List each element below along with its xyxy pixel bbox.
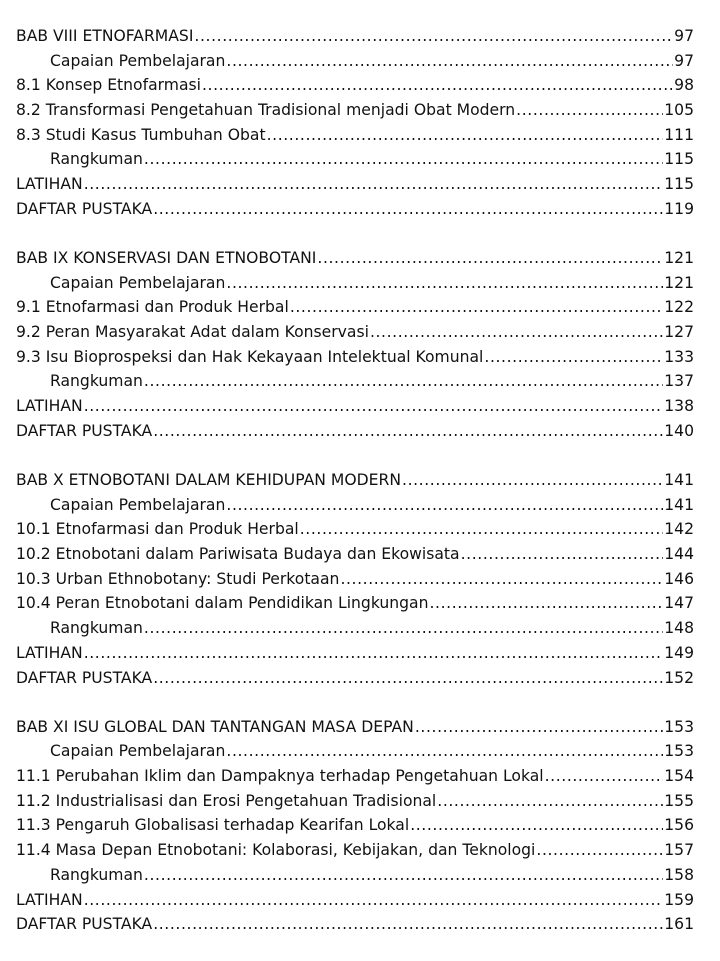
- toc-entry[interactable]: [16, 616, 694, 641]
- toc-dot-leader: [290, 295, 663, 320]
- toc-dot-leader: [226, 493, 663, 518]
- toc-dot-leader: [84, 394, 664, 419]
- toc-page-number: 152: [664, 668, 694, 687]
- toc-page-number: 115: [664, 150, 694, 169]
- toc-page-number: 121: [664, 273, 694, 292]
- toc-entry[interactable]: [16, 271, 694, 296]
- toc-page-number: 121: [664, 249, 694, 267]
- toc-page-number: 115: [664, 175, 694, 194]
- toc-entry[interactable]: [16, 739, 694, 764]
- toc-entry-label: 9.2 Peran Masyarakat Adat dalam Konservasi: [16, 323, 369, 342]
- toc-entry[interactable]: [16, 394, 694, 419]
- toc-entry[interactable]: [16, 493, 694, 518]
- toc-entry-label: Rangkuman: [50, 865, 143, 884]
- toc-entry-label: 10.4 Peran Etnobotani dalam Pendidikan Lingkungan: [16, 594, 429, 613]
- toc-entry-label: DAFTAR PUSTAKA: [16, 421, 153, 440]
- toc-page-number: 159: [664, 890, 694, 909]
- toc-page-number: 157: [664, 841, 694, 860]
- toc-page-number: 122: [664, 298, 694, 317]
- toc-page-number: 133: [664, 347, 694, 366]
- toc-page-number: 97: [674, 27, 694, 45]
- toc-entry-label: 10.1 Etnofarmasi dan Produk Herbal: [16, 520, 299, 539]
- toc-entry[interactable]: [16, 789, 694, 814]
- toc-entry[interactable]: [16, 517, 694, 542]
- toc-entry[interactable]: [16, 419, 694, 444]
- toc-entry-label: 8.1 Konsep Etnofarmasi: [16, 76, 201, 95]
- toc-page-number: 111: [664, 125, 694, 144]
- toc-dot-leader: [153, 912, 663, 937]
- toc-dot-leader: [194, 24, 673, 49]
- toc-dot-leader: [340, 567, 663, 592]
- toc-page-number: 105: [664, 101, 694, 120]
- toc-chapter-block: [16, 468, 694, 690]
- toc-page-number: 158: [664, 865, 694, 884]
- toc-entry-label: DAFTAR PUSTAKA: [16, 915, 153, 934]
- toc-chapter-block: [16, 246, 694, 444]
- toc-entry-label: Rangkuman: [50, 150, 143, 169]
- toc-page-number: 154: [664, 767, 694, 786]
- toc-dot-leader: [84, 172, 664, 197]
- toc-entry[interactable]: [16, 147, 694, 172]
- toc-entry-label: DAFTAR PUSTAKA: [16, 668, 153, 687]
- toc-dot-leader: [144, 863, 663, 888]
- toc-entry[interactable]: [16, 123, 694, 148]
- toc-dot-leader: [144, 147, 663, 172]
- toc-page-number: 140: [664, 421, 694, 440]
- toc-entry[interactable]: [16, 172, 694, 197]
- toc-dot-leader: [226, 49, 673, 74]
- toc-entry-label: 11.2 Industrialisasi dan Erosi Pengetahuan Tradisional: [16, 791, 437, 810]
- toc-entry-label: Rangkuman: [50, 619, 143, 638]
- table-of-contents: [16, 24, 694, 961]
- toc-page-number: 144: [664, 545, 694, 564]
- toc-entry-label: 11.4 Masa Depan Etnobotani: Kolaborasi, Kebijakan, dan Teknologi: [16, 841, 536, 860]
- toc-dot-leader: [536, 838, 663, 863]
- toc-dot-leader: [317, 246, 663, 271]
- toc-chapter-heading[interactable]: [16, 468, 694, 493]
- toc-dot-leader: [429, 591, 663, 616]
- toc-dot-leader: [300, 517, 664, 542]
- toc-entry-label: Rangkuman: [50, 372, 143, 391]
- toc-dot-leader: [370, 320, 663, 345]
- toc-entry-label: Capaian Pembelajaran: [50, 742, 226, 761]
- toc-page-number: 155: [664, 791, 694, 810]
- toc-dot-leader: [144, 616, 663, 641]
- toc-entry[interactable]: [16, 369, 694, 394]
- toc-entry-label: 9.1 Etnofarmasi dan Produk Herbal: [16, 298, 289, 317]
- toc-dot-leader: [461, 542, 664, 567]
- toc-entry-label: 10.2 Etnobotani dalam Pariwisata Budaya dan Ekowisata: [16, 545, 460, 564]
- toc-entry[interactable]: [16, 98, 694, 123]
- toc-entry[interactable]: [16, 912, 694, 937]
- toc-entry-label: 8.2 Transformasi Pengetahuan Tradisional menjadi Obat Modern: [16, 101, 516, 120]
- toc-entry-label: BAB VIII ETNOFARMASI: [16, 27, 194, 45]
- toc-page-number: 153: [664, 742, 694, 761]
- toc-entry[interactable]: [16, 73, 694, 98]
- toc-entry[interactable]: [16, 49, 694, 74]
- toc-chapter-heading[interactable]: [16, 246, 694, 271]
- toc-entry-label: LATIHAN: [16, 643, 83, 662]
- toc-chapter-block: [16, 715, 694, 937]
- toc-entry[interactable]: [16, 863, 694, 888]
- toc-page-number: 141: [664, 495, 694, 514]
- toc-entry-label: 10.3 Urban Ethnobotany: Studi Perkotaan: [16, 569, 340, 588]
- toc-chapter-block: [16, 24, 694, 222]
- toc-page-number: 146: [664, 569, 694, 588]
- toc-page-number: 156: [664, 816, 694, 835]
- toc-dot-leader: [226, 739, 663, 764]
- toc-entry[interactable]: [16, 320, 694, 345]
- toc-entry-label: 8.3 Studi Kasus Tumbuhan Obat: [16, 125, 266, 144]
- toc-page-number: 147: [664, 594, 694, 613]
- toc-entry-label: LATIHAN: [16, 890, 83, 909]
- toc-chapter-heading[interactable]: [16, 24, 694, 49]
- toc-dot-leader: [410, 813, 663, 838]
- toc-page-number: 142: [664, 520, 694, 539]
- toc-chapter-heading[interactable]: [16, 715, 694, 740]
- toc-entry-label: Capaian Pembelajaran: [50, 495, 226, 514]
- toc-page-number: 141: [664, 471, 694, 489]
- toc-entry[interactable]: [16, 295, 694, 320]
- toc-dot-leader: [437, 789, 663, 814]
- toc-entry-label: BAB XI ISU GLOBAL DAN TANTANGAN MASA DEPAN: [16, 717, 414, 736]
- toc-dot-leader: [153, 197, 663, 222]
- toc-dot-leader: [153, 666, 663, 691]
- toc-entry-label: 9.3 Isu Bioprospeksi dan Hak Kekayaan Intelektual Komunal: [16, 347, 484, 366]
- toc-dot-leader: [226, 271, 663, 296]
- toc-entry[interactable]: [16, 813, 694, 838]
- toc-dot-leader: [415, 715, 663, 740]
- toc-entry[interactable]: [16, 591, 694, 616]
- toc-dot-leader: [402, 468, 663, 493]
- toc-page-number: 127: [664, 323, 694, 342]
- toc-entry[interactable]: [16, 838, 694, 863]
- toc-entry[interactable]: [16, 567, 694, 592]
- toc-entry-label: DAFTAR PUSTAKA: [16, 199, 153, 218]
- toc-entry-label: 11.1 Perubahan Iklim dan Dampaknya terhadap Pengetahuan Lokal: [16, 767, 544, 786]
- toc-page-number: 161: [664, 915, 694, 934]
- toc-entry[interactable]: [16, 345, 694, 370]
- toc-entry-label: LATIHAN: [16, 397, 83, 416]
- toc-entry-label: Capaian Pembelajaran: [50, 51, 226, 70]
- toc-dot-leader: [84, 641, 664, 666]
- toc-entry[interactable]: [16, 542, 694, 567]
- toc-dot-leader: [84, 888, 664, 913]
- toc-entry[interactable]: [16, 641, 694, 666]
- toc-page-number: 153: [664, 717, 694, 736]
- toc-page-number: 97: [674, 51, 694, 70]
- toc-entry[interactable]: [16, 666, 694, 691]
- toc-entry[interactable]: [16, 764, 694, 789]
- toc-page-number: 149: [664, 643, 694, 662]
- toc-dot-leader: [153, 419, 663, 444]
- toc-entry-label: 11.3 Pengaruh Globalisasi terhadap Kearifan Lokal: [16, 816, 410, 835]
- toc-entry-label: BAB X ETNOBOTANI DALAM KEHIDUPAN MODERN: [16, 471, 402, 489]
- toc-dot-leader: [516, 98, 663, 123]
- toc-entry-label: LATIHAN: [16, 175, 83, 194]
- toc-page-number: 137: [664, 372, 694, 391]
- toc-dot-leader: [202, 73, 673, 98]
- toc-entry-label: Capaian Pembelajaran: [50, 273, 226, 292]
- toc-entry-label: BAB IX KONSERVASI DAN ETNOBOTANI: [16, 249, 317, 267]
- toc-page-number: 119: [664, 199, 694, 218]
- toc-dot-leader: [144, 369, 663, 394]
- toc-entry[interactable]: [16, 197, 694, 222]
- toc-entry[interactable]: [16, 888, 694, 913]
- toc-dot-leader: [545, 764, 664, 789]
- toc-page-number: 98: [674, 76, 694, 95]
- toc-dot-leader: [267, 123, 664, 148]
- toc-dot-leader: [484, 345, 663, 370]
- toc-page-number: 138: [664, 397, 694, 416]
- toc-page-number: 148: [664, 619, 694, 638]
